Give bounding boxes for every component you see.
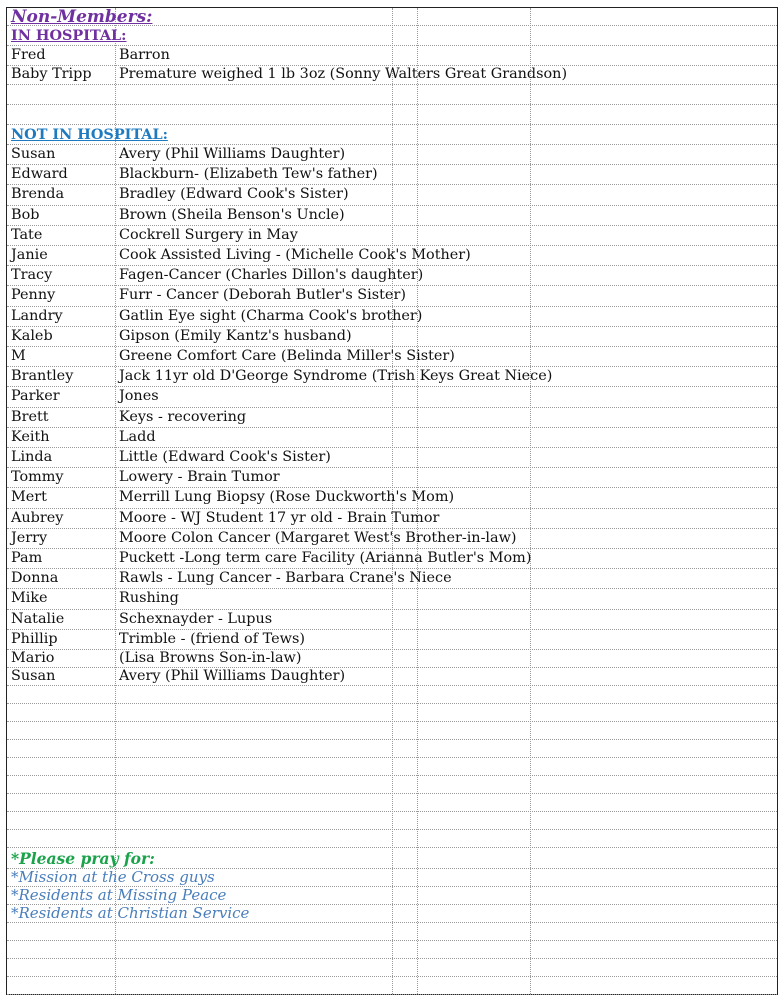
- blank-row: [7, 703, 777, 722]
- table-row: [7, 407, 777, 428]
- detail-cell: Moore - WJ Student 17 yr old - Brain Tumor: [119, 509, 440, 526]
- blank-row: [7, 84, 777, 105]
- table-row: [7, 205, 777, 226]
- first-name-cell: Baby Tripp: [11, 66, 92, 83]
- table-row: [7, 588, 777, 609]
- first-name-cell: Aubrey: [11, 509, 64, 526]
- table-row: [7, 45, 777, 66]
- title-row: [7, 8, 777, 26]
- detail-cell: Jones: [119, 388, 159, 405]
- first-name-cell: Natalie: [11, 610, 65, 627]
- detail-cell: Brown (Sheila Benson's Uncle): [119, 206, 345, 223]
- first-name-cell: Keith: [11, 428, 50, 445]
- prayer-heading-row: [7, 848, 777, 869]
- table-row: [7, 184, 777, 205]
- prayer-heading: *Please pray for:: [11, 848, 155, 868]
- prayer-item: *Residents at Missing Peace: [11, 886, 227, 904]
- table-row: [7, 285, 777, 306]
- section-row: [7, 25, 777, 46]
- first-name-cell: Mario: [11, 650, 55, 666]
- table-row: [7, 568, 777, 589]
- blank-row: [7, 685, 777, 704]
- detail-cell: Jack 11yr old D'George Syndrome (Trish Keys Great Niece): [119, 368, 553, 385]
- detail-cell: Cook Assisted Living - (Michelle Cook's Mother): [119, 247, 471, 264]
- spreadsheet: [6, 7, 778, 995]
- table-row: [7, 326, 777, 347]
- table-row: [7, 447, 777, 468]
- detail-cell: Merrill Lung Biopsy (Rose Duckworth's Mom): [119, 489, 455, 506]
- table-row: [7, 245, 777, 266]
- blank-row: [7, 958, 777, 977]
- detail-cell: Little (Edward Cook's Sister): [119, 449, 331, 466]
- blank-row: [7, 721, 777, 740]
- first-name-cell: Mike: [11, 590, 48, 607]
- table-row: [7, 306, 777, 327]
- in-hospital-heading: IN HOSPITAL:: [11, 26, 127, 44]
- detail-cell: Gatlin Eye sight (Charma Cook's brother): [119, 307, 423, 324]
- detail-cell: Cockrell Surgery in May: [119, 226, 298, 243]
- detail-cell: Gipson (Emily Kantz's husband): [119, 327, 352, 344]
- first-name-cell: Jerry: [11, 529, 48, 546]
- page-title: Non-Members:: [11, 6, 153, 27]
- table-row: [7, 667, 777, 686]
- table-row: [7, 225, 777, 246]
- detail-cell: Ladd: [119, 428, 156, 445]
- detail-cell: Greene Comfort Care (Belinda Miller's Sister): [119, 348, 455, 365]
- prayer-item: *Mission at the Cross guys: [11, 868, 215, 886]
- table-row: [7, 467, 777, 488]
- first-name-cell: Parker: [11, 388, 60, 405]
- blank-row: [7, 775, 777, 794]
- detail-cell: Avery (Phil Williams Daughter): [119, 146, 346, 163]
- prayer-row: [7, 868, 777, 887]
- table-row: [7, 427, 777, 448]
- blank-row: [7, 104, 777, 125]
- first-name-cell: Tracy: [11, 267, 53, 284]
- first-name-cell: Donna: [11, 570, 59, 587]
- detail-cell: Rushing: [119, 590, 179, 607]
- first-name-cell: Brantley: [11, 368, 74, 385]
- prayer-row: [7, 904, 777, 923]
- detail-cell: Rawls - Lung Cancer - Barbara Crane's Niece: [119, 570, 452, 587]
- blank-row: [7, 739, 777, 758]
- prayer-row: [7, 886, 777, 905]
- table-row: [7, 487, 777, 508]
- detail-cell: Keys - recovering: [119, 408, 247, 425]
- table-row: [7, 346, 777, 367]
- first-name-cell: Kaleb: [11, 327, 53, 344]
- first-name-cell: Penny: [11, 287, 56, 304]
- blank-row: [7, 922, 777, 941]
- table-row: [7, 164, 777, 185]
- first-name-cell: Linda: [11, 449, 53, 466]
- table-row: [7, 508, 777, 529]
- first-name-cell: Brett: [11, 408, 49, 425]
- detail-cell: Premature weighed 1 lb 3oz (Sonny Walters Great Grandson): [119, 66, 568, 83]
- detail-cell: Barron: [119, 46, 170, 63]
- detail-cell: Trimble - (friend of Tews): [119, 630, 305, 647]
- detail-cell: Fagen-Cancer (Charles Dillon's daughter): [119, 267, 424, 284]
- table-row: [7, 265, 777, 286]
- first-name-cell: Brenda: [11, 186, 65, 203]
- detail-cell: Blackburn- (Elizabeth Tew's father): [119, 166, 378, 183]
- blank-row: [7, 757, 777, 776]
- blank-row: [7, 976, 777, 995]
- detail-cell: Lowery - Brain Tumor: [119, 469, 280, 486]
- detail-cell: Puckett -Long term care Facility (Arianna Butler's Mom): [119, 550, 532, 567]
- table-row: [7, 629, 777, 650]
- first-name-cell: M: [11, 348, 26, 365]
- first-name-cell: Phillip: [11, 630, 58, 647]
- first-name-cell: Tommy: [11, 469, 64, 486]
- table-row: [7, 366, 777, 387]
- not-in-hospital-heading: NOT IN HOSPITAL:: [11, 125, 168, 143]
- blank-row: [7, 940, 777, 959]
- table-row: [7, 528, 777, 549]
- table-row: [7, 609, 777, 630]
- prayer-item: *Residents at Christian Service: [11, 904, 250, 922]
- first-name-cell: Tate: [11, 226, 43, 243]
- first-name-cell: Susan: [11, 668, 56, 684]
- blank-row: [7, 811, 777, 830]
- table-row: [7, 386, 777, 407]
- first-name-cell: Mert: [11, 489, 47, 506]
- blank-row: [7, 793, 777, 812]
- detail-cell: Bradley (Edward Cook's Sister): [119, 186, 349, 203]
- detail-cell: Avery (Phil Williams Daughter): [119, 668, 346, 684]
- detail-cell: Moore Colon Cancer (Margaret West's Brother-in-law): [119, 529, 517, 546]
- table-row: [7, 649, 777, 668]
- table-row: [7, 548, 777, 569]
- first-name-cell: Susan: [11, 146, 56, 163]
- detail-cell: Schexnayder - Lupus: [119, 610, 273, 627]
- blank-row: [7, 829, 777, 848]
- first-name-cell: Bob: [11, 206, 40, 223]
- detail-cell: Furr - Cancer (Deborah Butler's Sister): [119, 287, 406, 304]
- first-name-cell: Pam: [11, 550, 43, 567]
- detail-cell: (Lisa Browns Son-in-law): [119, 650, 302, 666]
- first-name-cell: Landry: [11, 307, 63, 324]
- first-name-cell: Fred: [11, 46, 46, 63]
- first-name-cell: Janie: [11, 247, 48, 264]
- section-row: [7, 124, 777, 145]
- first-name-cell: Edward: [11, 166, 68, 183]
- table-row: [7, 65, 777, 86]
- table-row: [7, 144, 777, 165]
